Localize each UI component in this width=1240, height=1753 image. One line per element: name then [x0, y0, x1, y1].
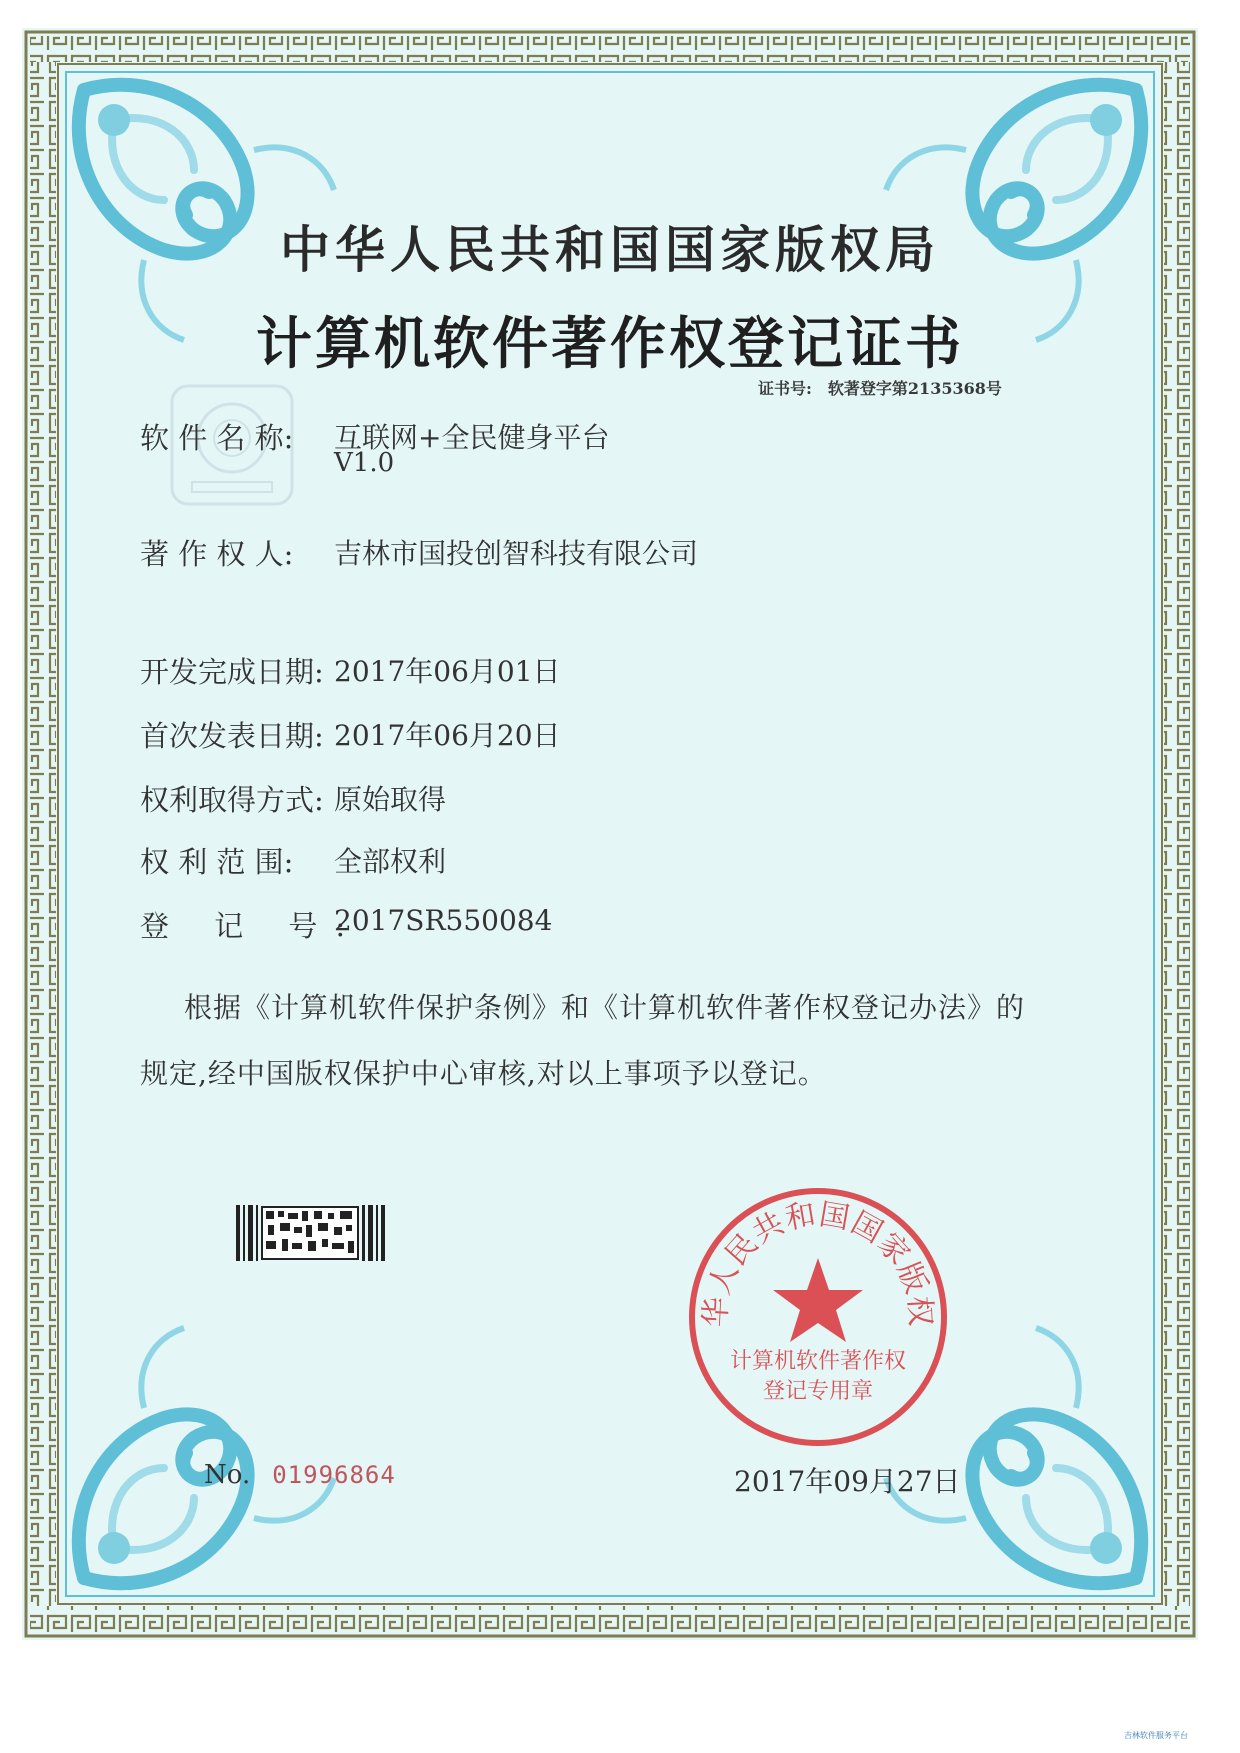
statement-line-2: 规定,经中国版权保护中心审核,对以上事项予以登记。 — [140, 1057, 827, 1090]
registration-number-value: 2017SR550084 — [334, 904, 553, 937]
seal-line-2: 登记专用章 — [762, 1379, 874, 1404]
serial-number — [204, 1460, 396, 1490]
acquisition-method-label: 权利取得方式: — [140, 783, 324, 817]
first-publish-date-label: 首次发表日期: — [140, 719, 324, 753]
footer-watermark-mark: 吉林软件服务平台 — [1124, 1731, 1188, 1740]
certificate — [22, 28, 1198, 1640]
copyright-holder-label: 著 作 权 人: — [140, 537, 294, 571]
first-publish-date-value: 2017年06月20日 — [334, 719, 561, 752]
issuer-heading: 中华人民共和国国家版权局 — [280, 220, 940, 279]
rights-scope-label: 权 利 范 围: — [140, 845, 294, 879]
certificate-number-label: 证书号: — [758, 379, 812, 398]
rights-scope-value: 全部权利 — [334, 845, 447, 878]
completion-date-label: 开发完成日期: — [140, 655, 324, 689]
software-name-label: 软 件 名 称: — [140, 421, 294, 455]
certificate-number — [758, 376, 1002, 399]
acquisition-method-value: 原始取得 — [334, 783, 447, 816]
software-version-value: V1.0 — [334, 448, 395, 478]
seal-star-icon — [773, 1258, 863, 1342]
statement-line-1: 根据《计算机软件保护条例》和《计算机软件著作权登记办法》的 — [184, 991, 1026, 1024]
certificate-title: 计算机软件著作权登记证书 — [256, 311, 964, 377]
issue-date: 2017年09月27日 — [734, 1465, 961, 1498]
barcode-icon — [236, 1205, 388, 1261]
serial-label: No. — [204, 1460, 251, 1490]
certificate-number-value: 软著登字第2135368号 — [827, 379, 1002, 398]
completion-date-value: 2017年06月01日 — [334, 655, 561, 688]
seal-ring-text: 华人民共和国国家版权 — [698, 1197, 938, 1328]
copyright-holder-value: 吉林市国投创智科技有限公司 — [334, 537, 699, 570]
serial-value: 01996864 — [272, 1461, 396, 1489]
software-name-value: 互联网+全民健身平台 — [334, 421, 610, 454]
seal-line-1: 计算机软件著作权 — [729, 1349, 907, 1374]
official-seal — [687, 1186, 949, 1448]
registration-number-label: 登 记 号: — [140, 909, 364, 943]
